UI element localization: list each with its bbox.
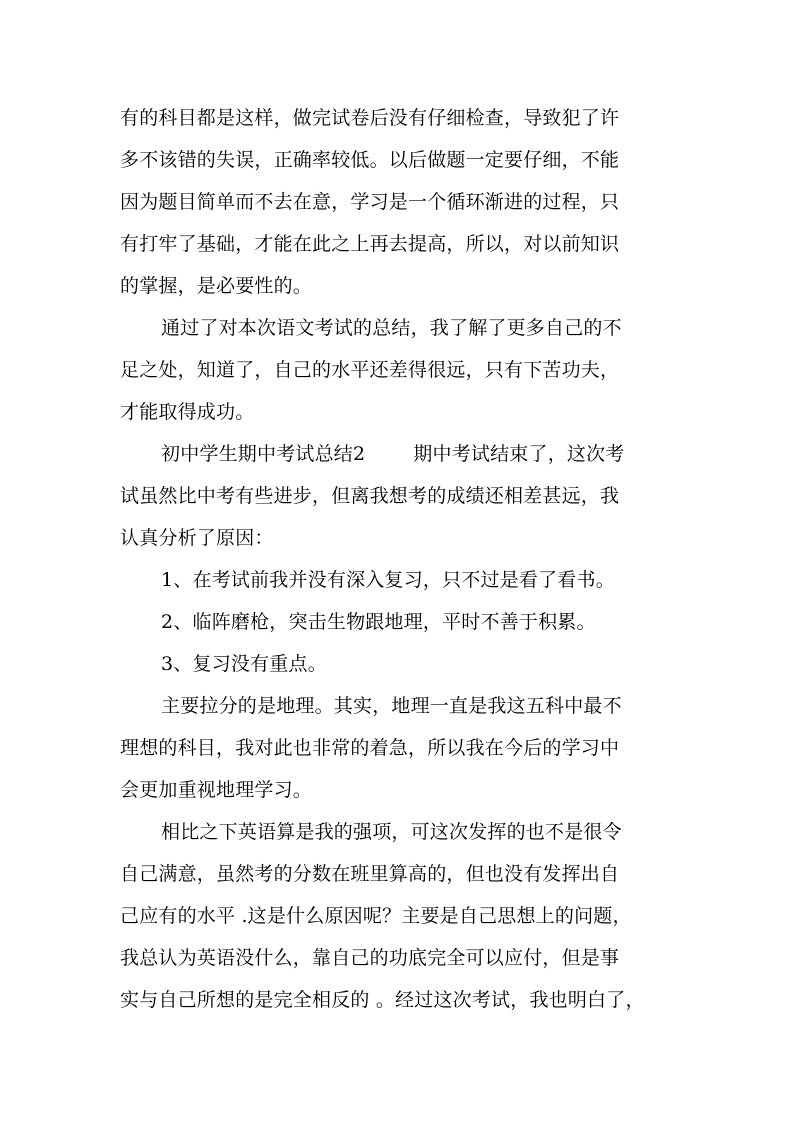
text-line: 才能取得成功。 [120,401,255,423]
paragraph-first-line: 主要拉分的是地理。其实，地理一直是我这五科中最不 [161,695,622,717]
document-body [120,97,680,1021]
text-line: 会更加重视地理学习。 [120,779,313,801]
text-line: 认真分析了原因： [120,527,274,549]
text-line: 自己满意，虽然考的分数在班里算高的，但也没有发挥出自 [120,863,620,885]
text-line: 理想的科目，我对此也非常的着急，所以我在今后的学习中 [120,737,620,759]
text-line: 多不该错的失误，正确率较低。以后做题一定要仔细，不能 [120,149,620,171]
text-line: 因为题目简单而不去在意，学习是一个循环渐进的过程，只 [120,191,620,213]
text-line: 足之处，知道了，自己的水平还差得很远，只有下苦功夫， [120,359,620,381]
text-line: 有打牢了基础，才能在此之上再去提高，所以，对以前知识 [120,233,620,255]
list-item: 3、复习没有重点。 [161,653,327,675]
text-line: 试虽然比中考有些进步，但离我想考的成绩还相差甚远，我 [120,485,620,507]
heading-trailing-text: 期中考试结束了，这次考 [413,443,625,465]
text-line: 的掌握，是必要性的。 [120,275,313,297]
text-line: 己应有的水平 .这是什么原因呢？主要是自己思想上的问题， [120,905,632,927]
list-item: 2、临阵磨枪，突击生物跟地理，平时不善于积累。 [161,611,596,633]
paragraph-first-line: 相比之下英语算是我的强项，可这次发挥的也不是很令 [161,821,622,843]
text-line: 我总认为英语没什么，靠自己的功底完全可以应付，但是事 [120,947,620,969]
text-line: 实与自己所想的是完全相反的 。经过这次考试，我也明白了， [120,989,645,1011]
section-heading: 初中学生期中考试总结2 [161,443,366,465]
list-item: 1、在考试前我并没有深入复习，只不过是看了看书。 [161,569,615,591]
text-line: 有的科目都是这样，做完试卷后没有仔细检查，导致犯了许 [120,107,620,129]
section-heading-line [120,433,680,475]
paragraph-first-line: 通过了对本次语文考试的总结，我了解了更多自己的不 [161,317,622,339]
